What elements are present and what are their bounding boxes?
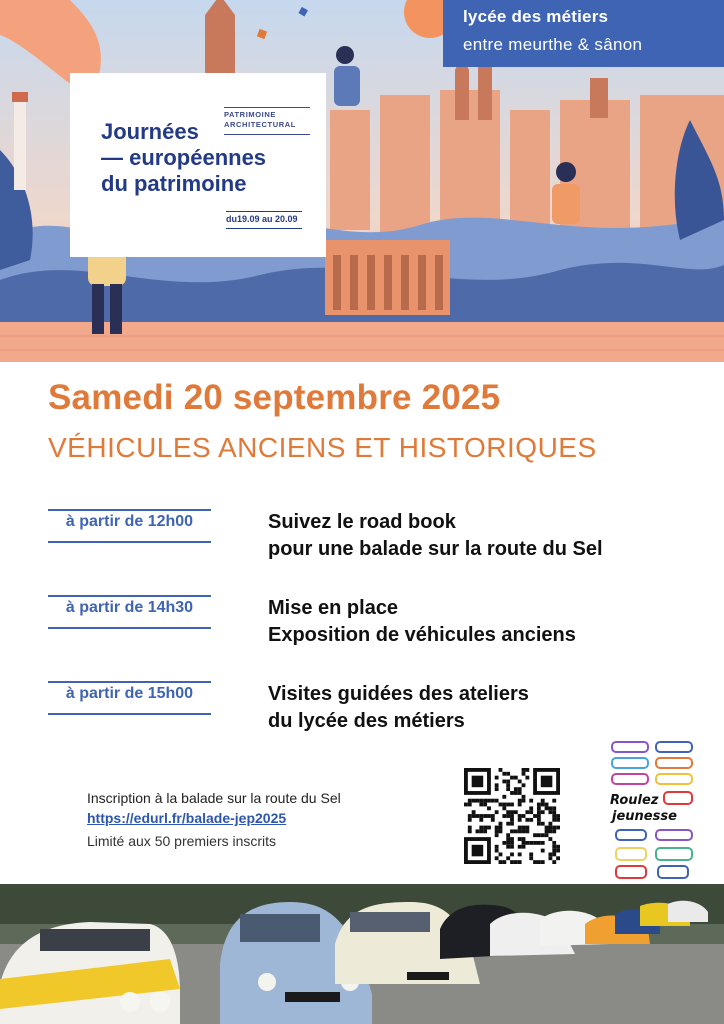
schedule-description [268, 509, 603, 563]
time-bar-top [48, 509, 211, 511]
dates-divider-bottom [226, 228, 302, 229]
jep-tag-line1: PATRIMOINE [224, 110, 276, 119]
time-bar-bottom [48, 541, 211, 543]
schedule-time [48, 509, 211, 531]
schedule-time-label: à partir de 15h00 [65, 685, 194, 702]
schedule-desc-line2: Exposition de véhicules anciens [268, 624, 576, 646]
registration-link[interactable]: https://edurl.fr/balade-jep2025 [87, 810, 287, 826]
vintage-cars-photo [0, 884, 724, 1024]
school-subtitle: entre meurthe & sânon [463, 35, 643, 54]
schedule-description [268, 681, 529, 735]
school-name: lycée des métiers [463, 7, 609, 26]
jep-logo-card [70, 73, 326, 257]
event-date: Samedi 20 septembre 2025 [48, 378, 501, 417]
partner-line1: Roulez [610, 793, 659, 808]
schedule-time-label: à partir de 14h30 [65, 599, 194, 616]
partner-line2: jeunesse [612, 809, 677, 824]
jep-title-line1: Journées [101, 119, 199, 144]
schedule-desc-line2: pour une balade sur la route du Sel [268, 538, 603, 560]
registration-info [87, 788, 341, 851]
tag-divider-top [224, 107, 310, 108]
time-bar-bottom [48, 713, 211, 715]
time-bar-top [48, 595, 211, 597]
schedule-time [48, 595, 211, 617]
time-bar-bottom [48, 627, 211, 629]
cars-illustration [0, 884, 724, 1024]
schedule-desc-line1: Mise en place [268, 597, 399, 619]
schedule-time [48, 681, 211, 703]
schedule-description [268, 595, 576, 649]
school-banner [443, 0, 724, 67]
qr-code-icon[interactable] [464, 768, 560, 864]
jep-dates: du19.09 au 20.09 [226, 214, 298, 224]
partner-car-icons [608, 738, 700, 884]
jep-title-line2: — européennes [101, 145, 267, 170]
jep-title [101, 119, 266, 197]
dates-divider-top [226, 211, 302, 212]
roulez-jeunesse-logo-icon [608, 738, 700, 884]
event-theme: VÉHICULES ANCIENS ET HISTORIQUES [48, 432, 597, 463]
schedule-desc-line2: du lycée des métiers [268, 710, 465, 732]
jep-tag-line2: ARCHITECTURAL [224, 120, 296, 129]
jep-title-line3: du patrimoine [101, 171, 247, 196]
registration-text: Inscription à la balade sur la route du Sel [87, 790, 341, 806]
time-bar-top [48, 681, 211, 683]
registration-limit: Limité aux 50 premiers inscrits [87, 833, 277, 849]
schedule-time-label: à partir de 12h00 [65, 513, 194, 530]
schedule-desc-line1: Suivez le road book [268, 511, 456, 533]
schedule-desc-line1: Visites guidées des ateliers [268, 683, 529, 705]
hero-illustration [0, 0, 724, 362]
